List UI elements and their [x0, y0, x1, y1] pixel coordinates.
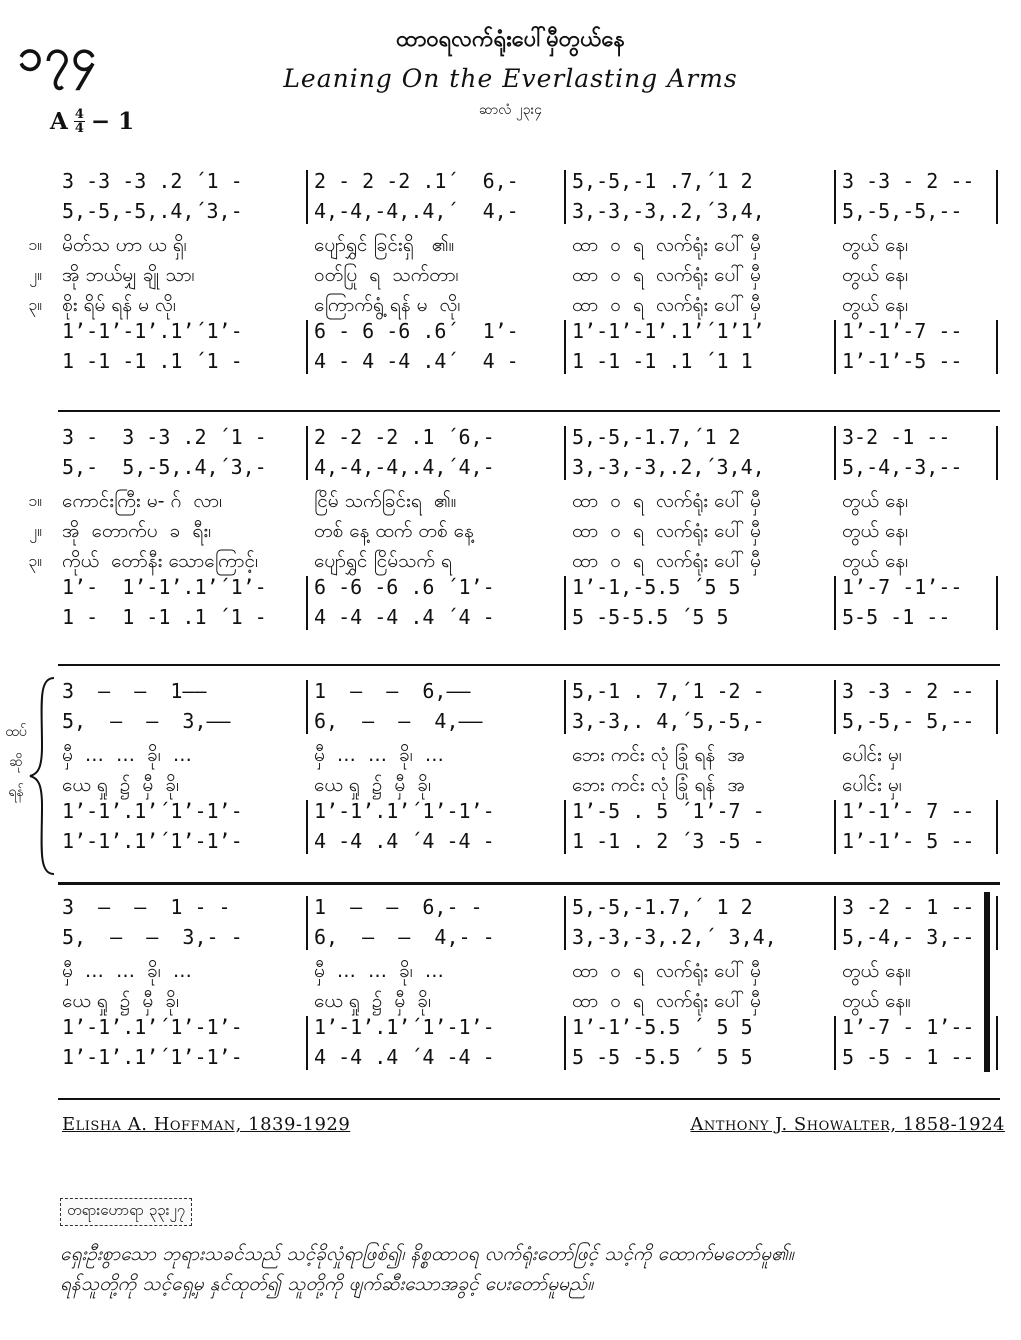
lyric-cell: ဝတ်ပြု ရ သက်တာ၊: [314, 264, 459, 286]
lyric-cell: တွယ် နေ။: [842, 960, 911, 982]
measure-cell: 1’-1’-7 --: [842, 319, 963, 343]
lyric-cell: ယေ ရှု ၌ မှီ ခို၊: [62, 990, 180, 1012]
end-barline: [996, 1016, 998, 1070]
end-barline: [996, 896, 998, 950]
measure-cell: 1’-1’.1’´1’-1’-: [314, 799, 495, 823]
lyric-cell: ယေ ရှု ၌ မှီ ခို၊: [314, 990, 432, 1012]
verse-number: ၂။: [29, 265, 42, 284]
scripture-reference: ဆာလံ ၂၃း၄: [478, 102, 543, 118]
lyric-cell: တွယ် နေ။: [842, 990, 911, 1012]
barline: [834, 680, 836, 734]
measure-cell: 5,-4,-3,--: [842, 455, 963, 479]
measure-cell: 4 -4 .4 ´4 -4 -: [314, 829, 495, 853]
lyric-cell: ထာ ဝ ရ လက်ရုံး ပေါ် မှီ: [572, 490, 761, 512]
end-barline: [996, 576, 998, 630]
barline: [834, 576, 836, 630]
measure-cell: 3 — — 1——: [62, 679, 207, 703]
measure-cell: 2 -2 -2 .1 ´6,-: [314, 425, 495, 449]
scripture-line-2: ရန်သူတို့ကို သင့်ရှေ့မှ နှင်ထုတ်၍ သူတို့ကို ဖျက်ဆီးသောအခွင့် ပေးတော်မူမည်။: [60, 1273, 594, 1295]
system-divider: [58, 882, 1000, 885]
lyric-cell: ထာ ဝ ရ လက်ရုံး ပေါ် မှီ: [572, 550, 761, 572]
lyric-cell: တွယ် နေ၊: [842, 294, 909, 316]
measure-cell: 1’-7 - 1’--: [842, 1015, 975, 1039]
system-divider: [58, 664, 1000, 666]
barline: [564, 320, 566, 374]
measure-cell: 1’-1’-1’.1’´1’-: [62, 319, 243, 343]
measure-cell: 1’-1’- 5 --: [842, 829, 975, 853]
barline: [306, 680, 308, 734]
measure-cell: 6 -6 -6 .6 ´1’-: [314, 575, 495, 599]
measure-cell: 5,-5,-1.7,´ 1 2: [572, 895, 753, 919]
measure-cell: 4,-4,-4,.4,´ 4,-: [314, 199, 519, 223]
lyric-row: [29, 516, 1000, 546]
measure-cell: 3 -2 - 1 --: [842, 895, 975, 919]
bass-row: [58, 602, 1000, 632]
scripture-line-1: ရှေးဦးစွာသော ဘုရားသခင်သည် သင့်ခိုလှုံရာဖြစ်၍၊ နိစ္စထာဝရ လက်ရုံးတော်ဖြင့် သင့်ကို ထောက်မတော်မူ၏။: [60, 1243, 794, 1265]
measure-cell: 5,-4,- 3,--: [842, 925, 975, 949]
verse-number: ၁။: [28, 491, 42, 510]
measure-cell: 5,-1 . 7,´1 -2 -: [572, 679, 765, 703]
lyric-cell: ဘေး ကင်း လုံ ခြုံ ရန် အ: [572, 744, 745, 766]
lyric-cell: စိုး ရိမ် ရန် မ လို၊: [62, 294, 176, 316]
lyric-cell: ယေ ရှု ၌ မှီ ခို၊: [62, 774, 180, 796]
barline: [564, 896, 566, 950]
measure-cell: 1’-1’.1’´1’-1’-: [62, 799, 243, 823]
lyric-row: [58, 956, 1000, 986]
bass-row: [58, 826, 1000, 856]
measure-cell: 1 — — 6,- -: [314, 895, 483, 919]
measure-cell: 5, — — 3,——: [62, 709, 231, 733]
barline: [834, 320, 836, 374]
lyric-cell: မိတ်သ ဟာ ယ ရှိ၊: [62, 234, 187, 256]
lyric-cell: မှီ … … ခို၊ …: [62, 960, 192, 982]
measure-cell: 1’-5 . 5 ´1’-7 -: [572, 799, 765, 823]
soprano-row: [58, 166, 1000, 196]
barline: [834, 800, 836, 854]
lyric-cell: ထာ ဝ ရ လက်ရုံး ပေါ် မှီ: [572, 294, 761, 316]
lyric-cell: ယေ ရှု ၌ မှီ ခို၊: [314, 774, 432, 796]
barline: [564, 576, 566, 630]
measure-cell: 1’-7 -1’--: [842, 575, 963, 599]
measure-cell: 4 - 4 -4 .4´ 4 -: [314, 349, 519, 373]
verse-number: ၃။: [28, 551, 42, 570]
refrain-label-3: ရန်: [8, 784, 24, 800]
lyric-cell: ထာ ဝ ရ လက်ရုံး ပေါ် မှီ: [572, 960, 761, 982]
measure-cell: 2 - 2 -2 .1´ 6,-: [314, 169, 519, 193]
measure-cell: 5 -5 -5.5 ´ 5 5: [572, 1045, 753, 1069]
measure-cell: 6 - 6 -6 .6´ 1’-: [314, 319, 519, 343]
measure-cell: 5,-5,-1 .7,´1 2: [572, 169, 753, 193]
key-suffix: − 1: [90, 108, 135, 135]
barline: [564, 426, 566, 480]
lyric-cell: မှီ … … ခို၊ …: [314, 960, 444, 982]
lyric-cell: ပျော်ရွှင် ငြိမ်သက် ရ: [314, 550, 452, 572]
time-top: 4: [74, 107, 84, 122]
alto-row: [58, 706, 1000, 736]
lyric-cell: ကိုယ် တော်နီး သောကြောင့်၊: [62, 550, 259, 572]
end-barline: [996, 800, 998, 854]
lyric-row: [58, 740, 1000, 770]
barline: [834, 170, 836, 224]
measure-cell: 5,-5,-5,--: [842, 199, 963, 223]
measure-cell: 3,-3,-3,.2,´3,4,: [572, 199, 765, 223]
lyric-cell: ဘေး ကင်း လုံ ခြုံ ရန် အ: [572, 774, 745, 796]
measure-cell: 6, — — 4,- -: [314, 925, 495, 949]
measure-cell: 1’- 1’-1’.1’´1’-: [62, 575, 267, 599]
lyric-cell: ကြောက်ရွံ့ ရန် မ လို၊: [314, 294, 461, 316]
lyric-cell: ငြိမ် သက်ခြင်းရ ၏။: [314, 490, 457, 512]
measure-cell: 5,-5,-5,.4,´3,-: [62, 199, 243, 223]
measure-cell: 5, — — 3,- -: [62, 925, 243, 949]
barline: [564, 800, 566, 854]
lyric-cell: ပျော်ရွှင် ခြင်းရှိ ၏။: [314, 234, 455, 256]
measure-cell: 1 — — 6,——: [314, 679, 471, 703]
refrain-label-2: ဆို: [9, 754, 23, 770]
barline: [306, 320, 308, 374]
measure-cell: 4 -4 -4 .4 ´4 -: [314, 605, 495, 629]
measure-cell: 5,- 5,-5,.4,´3,-: [62, 455, 267, 479]
title-english: Leaning On the Everlasting Arms: [283, 64, 738, 93]
measure-cell: 5 -5 - 1 --: [842, 1045, 975, 1069]
lyric-cell: ပေါင်း မှ၊: [842, 744, 902, 766]
lyric-cell: ထာ ဝ ရ လက်ရုံး ပေါ် မှီ: [572, 990, 761, 1012]
barline: [306, 800, 308, 854]
barline: [834, 1016, 836, 1070]
measure-cell: 3,-3,. 4,´5,-5,-: [572, 709, 765, 733]
end-barline: [996, 170, 998, 224]
measure-cell: 1’-1’.1’´1’-1’-: [314, 1015, 495, 1039]
measure-cell: 1’-1,-5.5 ´5 5: [572, 575, 741, 599]
tenor-row: [58, 316, 1000, 346]
measure-cell: 3 -3 - 2 --: [842, 679, 975, 703]
lyric-row: [28, 230, 1000, 260]
final-barline: [984, 892, 990, 1072]
lyric-cell: တွယ် နေ၊: [842, 264, 909, 286]
time-bottom: 4: [74, 121, 84, 136]
lyric-cell: ထာ ဝ ရ လက်ရုံး ပေါ် မှီ: [572, 234, 761, 256]
title-burmese: ထာဝရလက်ရုံးပေါ်မှီတွယ်နေ: [396, 27, 625, 52]
measure-cell: 4,-4,-4,.4,´4,-: [314, 455, 495, 479]
barline: [564, 1016, 566, 1070]
soprano-row: [58, 676, 1000, 706]
lyric-cell: တွယ် နေ၊: [842, 550, 909, 572]
measure-cell: 4 -4 .4 ´4 -4 -: [314, 1045, 495, 1069]
lyric-cell: တွယ် နေ၊: [842, 520, 909, 542]
lyricist-credit: Elisha A. Hoffman, 1839-1929: [62, 1114, 351, 1135]
scripture-ref-box: တရားဟောရာ ၃၃း၂၇: [60, 1198, 192, 1226]
bass-row: [58, 1042, 1000, 1072]
measure-cell: 1 -1 -1 .1 ´1 -: [62, 349, 243, 373]
lyric-cell: မှီ … … ခို၊ …: [62, 744, 192, 766]
end-barline: [996, 320, 998, 374]
measure-cell: 1 - 1 -1 .1 ´1 -: [62, 605, 267, 629]
measure-cell: 3 -3 - 2 --: [842, 169, 975, 193]
measure-cell: 1’-1’-5 --: [842, 349, 963, 373]
alto-row: [58, 196, 1000, 226]
soprano-row: [58, 892, 1000, 922]
barline: [564, 170, 566, 224]
measure-cell: 5-5 -1 --: [842, 605, 951, 629]
alto-row: [58, 922, 1000, 952]
measure-cell: 3-2 -1 --: [842, 425, 951, 449]
refrain-brace: [8, 676, 56, 876]
measure-cell: 3,-3,-3,.2,´ 3,4,: [572, 925, 777, 949]
lyric-cell: ကောင်းကြီး မ- ဂ် လာ၊: [62, 490, 223, 512]
barline: [306, 426, 308, 480]
measure-cell: 1’-1’.1’´1’-1’-: [62, 829, 243, 853]
barline: [834, 426, 836, 480]
alto-row: [58, 452, 1000, 482]
measure-cell: 3 -3 -3 .2 ´1 -: [62, 169, 243, 193]
measure-cell: 3 — — 1 - -: [62, 895, 231, 919]
lyric-cell: ထာ ဝ ရ လက်ရုံး ပေါ် မှီ: [572, 520, 761, 542]
barline: [306, 576, 308, 630]
measure-cell: 1’-1’-5.5 ´ 5 5: [572, 1015, 753, 1039]
measure-cell: 5,-5,- 5,--: [842, 709, 975, 733]
system-divider: [58, 410, 1000, 412]
bass-row: [58, 346, 1000, 376]
lyric-cell: ထာ ဝ ရ လက်ရုံး ပေါ် မှီ: [572, 264, 761, 286]
refrain-label-1: ထပ်: [5, 724, 27, 740]
measure-cell: 1’-1’-1’.1’´1’1’: [572, 319, 765, 343]
barline: [564, 680, 566, 734]
lyric-cell: တစ် နေ့ ထက် တစ် နေ့: [314, 520, 474, 542]
measure-cell: 1 -1 -1 .1 ´1 1: [572, 349, 753, 373]
key-letter: A: [50, 108, 68, 135]
end-barline: [996, 680, 998, 734]
measure-cell: 1 -1 . 2 ´3 -5 -: [572, 829, 765, 853]
soprano-row: [58, 422, 1000, 452]
barline: [834, 896, 836, 950]
lyric-row: [28, 486, 1000, 516]
barline: [306, 170, 308, 224]
hymn-number: ၁၇၄: [18, 30, 99, 81]
measure-cell: 6, — — 4,——: [314, 709, 483, 733]
lyric-cell: မှီ … … ခို၊ …: [314, 744, 444, 766]
barline: [306, 1016, 308, 1070]
final-rule: [58, 1098, 1000, 1100]
tenor-row: [58, 796, 1000, 826]
verse-number: ၂။: [29, 521, 42, 540]
measure-cell: 5 -5-5.5 ´5 5: [572, 605, 729, 629]
measure-cell: 5,-5,-1.7,´1 2: [572, 425, 741, 449]
verse-number: ၃။: [28, 295, 42, 314]
barline: [306, 896, 308, 950]
lyric-cell: အို ဘယ်မျှ ချို သာ၊: [62, 264, 195, 286]
lyric-cell: အို တောက်ပ ခ ရီး၊: [62, 520, 212, 542]
measure-cell: 3,-3,-3,.2,´3,4,: [572, 455, 765, 479]
lyric-cell: ပေါင်း မှ၊: [842, 774, 902, 796]
composer-credit: Anthony J. Showalter, 1858-1924: [690, 1114, 1005, 1135]
lyric-cell: တွယ် နေ၊: [842, 490, 909, 512]
measure-cell: 1’-1’.1’´1’-1’-: [62, 1045, 243, 1069]
lyric-cell: တွယ် နေ၊: [842, 234, 909, 256]
measure-cell: 1’-1’.1’´1’-1’-: [62, 1015, 243, 1039]
tenor-row: [58, 572, 1000, 602]
lyric-row: [29, 260, 1000, 290]
end-barline: [996, 426, 998, 480]
verse-number: ၁။: [28, 235, 42, 254]
measure-cell: 3 - 3 -3 .2 ´1 -: [62, 425, 267, 449]
tenor-row: [58, 1012, 1000, 1042]
measure-cell: 1’-1’- 7 --: [842, 799, 975, 823]
